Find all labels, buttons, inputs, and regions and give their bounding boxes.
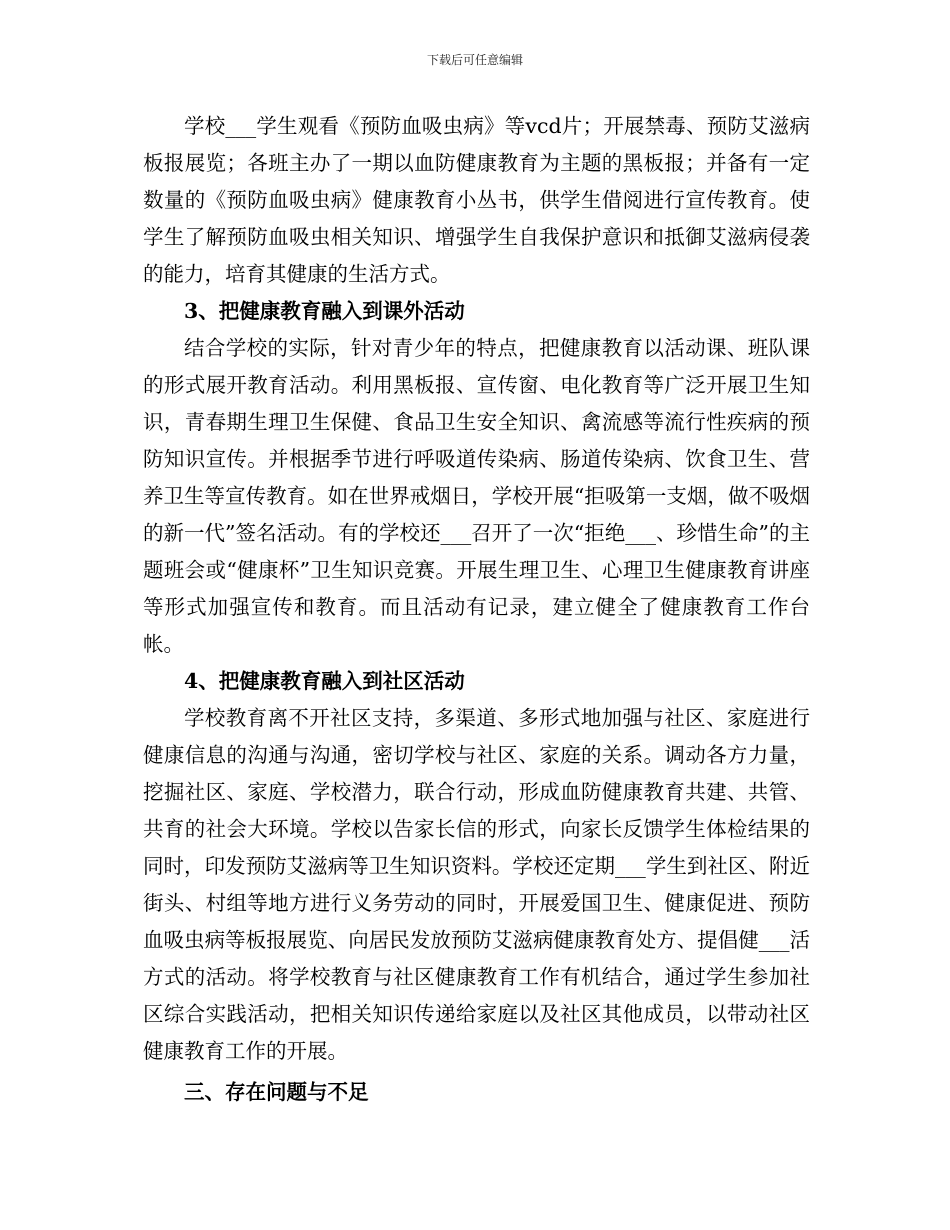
heading-community: 4、把健康教育融入到社区活动 bbox=[184, 669, 465, 693]
paragraph-school-activities: 学校___学生观看《预防血吸虫病》等vcd片；开展禁毒、预防艾滋病板报展览；各班主办了一期以血防健康教育为主题的黑板报；并备有一定数量的《预防血吸虫病》健康教育小丛书，供学生借阅进行宣传教育。使学生了解预防血吸虫相关知识、增强学生自我保护意识和抵御艾滋病侵袭的能力，培育其健康的生活方式。 bbox=[143, 114, 810, 286]
page-header: 下载后可任意编辑 bbox=[426, 53, 523, 67]
heading-extracurricular: 3、把健康教育融入到课外活动 bbox=[184, 299, 465, 323]
paragraph-community: 学校教育离不开社区支持，多渠道、多形式地加强与社区、家庭进行健康信息的沟通与沟通，密切学校与社区、家庭的关系。调动各方力量，挖掘社区、家庭、学校潜力，联合行动，形成血防健康教育共建、共管、共育的社会大环境。学校以告家长信的形式，向家长反馈学生体检结果的同时，印发预防艾滋病等卫生知识资料。学校还定期___学生到社区、附近街头、村组等地方进行义务劳动的同时，开展爱国卫生、健康促进、预防血吸虫病等板报展览、向居民发放预防艾滋病健康教育处方、提倡健___活方式的活动。将学校教育与社区健康教育工作有机结合，通过学生参加社区综合实践活动，把相关知识传递给家庭以及社区其他成员，以带动社区健康教育工作的开展。 bbox=[143, 706, 810, 1063]
document-body bbox=[143, 108, 810, 1111]
paragraph-extracurricular: 结合学校的实际，针对青少年的特点，把健康教育以活动课、班队课的形式展开教育活动。利用黑板报、宣传窗、电化教育等广泛开展卫生知识，青春期生理卫生保健、食品卫生安全知识、禽流感等流行性疾病的预防知识宣传。并根据季节进行呼吸道传染病、肠道传染病、饮食卫生、营养卫生等宣传教育。如在世界戒烟日，学校开展“拒吸第一支烟，做不吸烟的新一代”签名活动。有的学校还___召开了一次“拒绝___、珍惜生命”的主题班会或“健康杯”卫生知识竞赛。开展生理卫生、心理卫生健康教育讲座等形式加强宣传和教育。而且活动有记录，建立健全了健康教育工作台帐。 bbox=[143, 336, 810, 656]
heading-problems: 三、存在问题与不足 bbox=[184, 1080, 369, 1104]
